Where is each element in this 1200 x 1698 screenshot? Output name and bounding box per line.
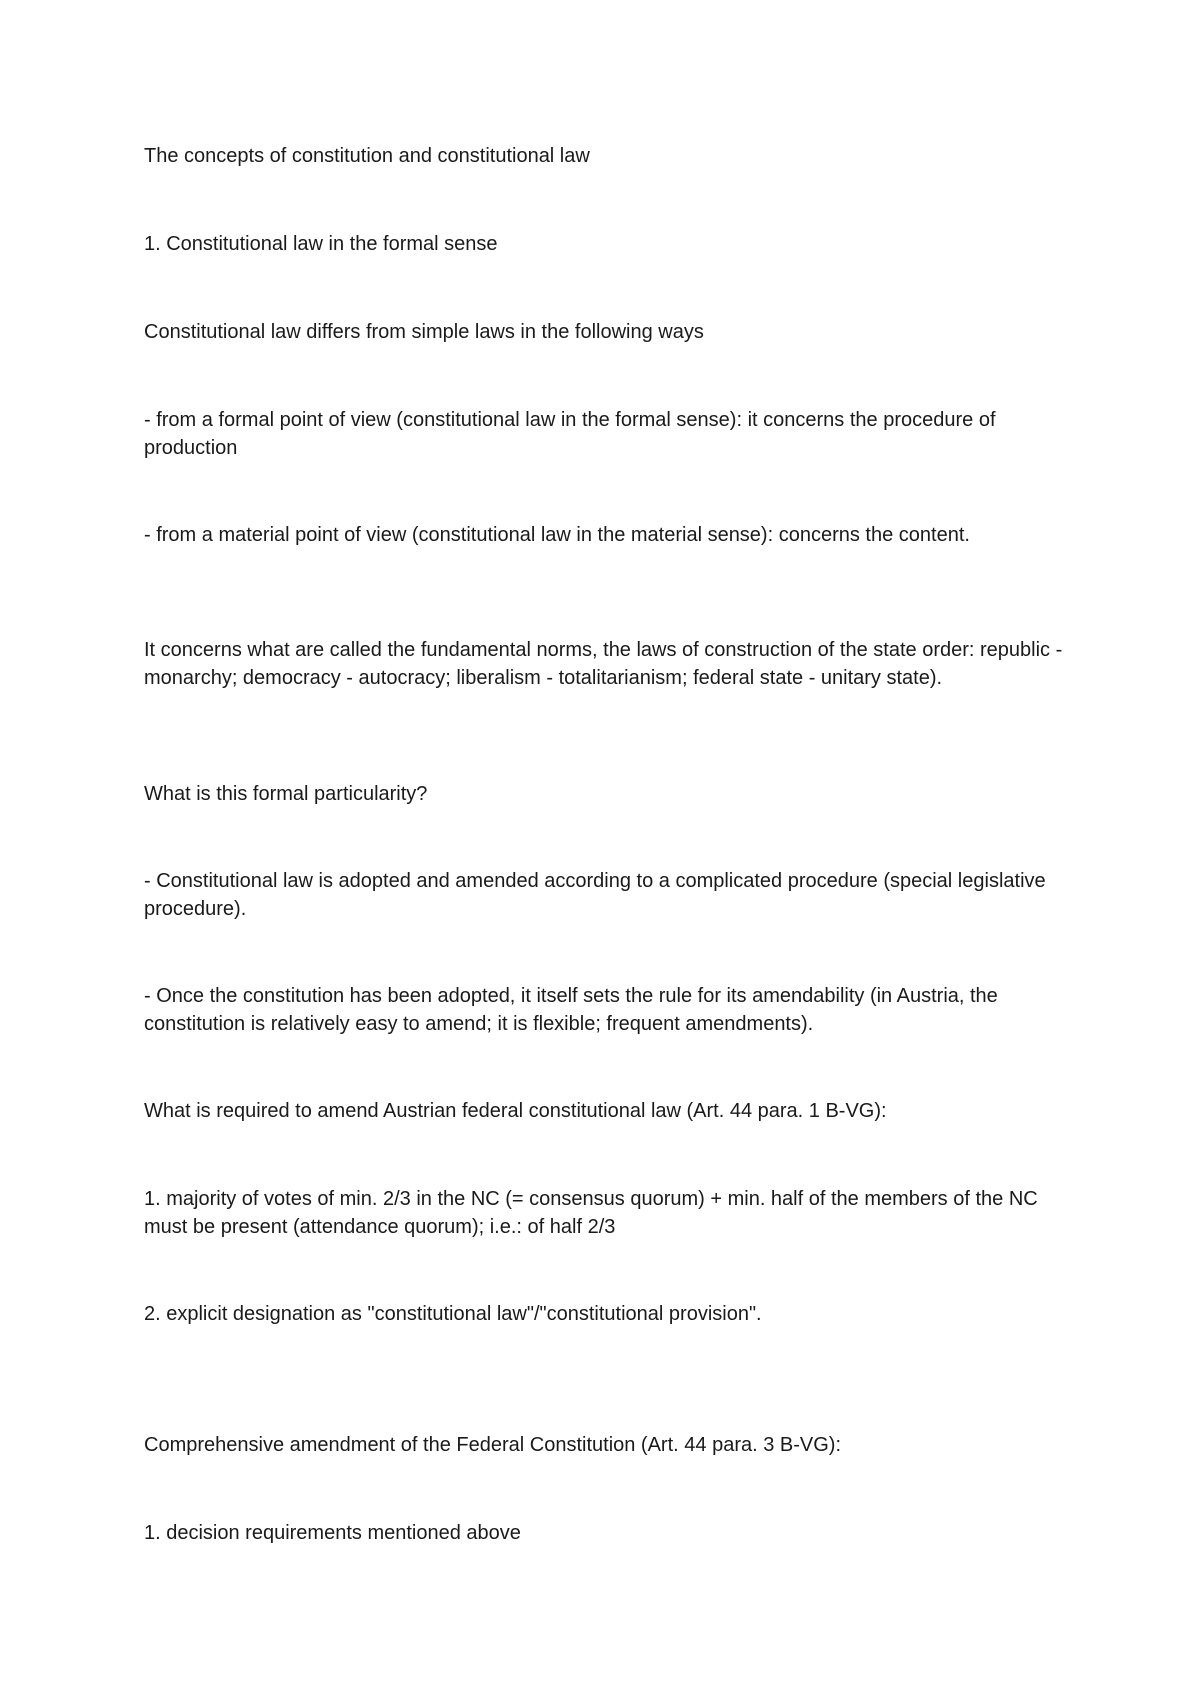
numbered-item: 1. decision requirements mentioned above: [144, 1522, 521, 1544]
document-title: The concepts of constitution and constitutional law: [144, 145, 590, 167]
section-heading: 1. Constitutional law in the formal sense: [144, 233, 498, 255]
bullet-paragraph: - from a material point of view (constitutional law in the material sense): concerns the content.: [144, 524, 970, 546]
bullet-paragraph: - Constitutional law is adopted and amended according to a complicated procedure (special legislative procedure).: [144, 870, 1046, 920]
numbered-item: 2. explicit designation as "constitutional law"/"constitutional provision".: [144, 1303, 762, 1325]
paragraph: Comprehensive amendment of the Federal Constitution (Art. 44 para. 3 B-VG):: [144, 1434, 842, 1456]
numbered-item: 1. majority of votes of min. 2/3 in the NC (= consensus quorum) + min. half of the members of the NC must be present (attendance quorum); i.e.: of half 2/3: [144, 1188, 1038, 1238]
bullet-paragraph: - from a formal point of view (constitutional law in the formal sense): it concerns the procedure of production: [144, 409, 996, 459]
question-paragraph: What is this formal particularity?: [144, 783, 428, 805]
paragraph: It concerns what are called the fundamental norms, the laws of construction of the state order: republic - monarchy; democracy - autocracy; liberalism - totalitarianism; federal state - unitary state).: [144, 639, 1063, 689]
paragraph: Constitutional law differs from simple laws in the following ways: [144, 321, 704, 343]
bullet-paragraph: - Once the constitution has been adopted, it itself sets the rule for its amendability (in Austria, the constitution is relatively easy to amend; it is flexible; frequent amendments).: [144, 985, 998, 1035]
paragraph: What is required to amend Austrian federal constitutional law (Art. 44 para. 1 B-VG):: [144, 1100, 887, 1122]
